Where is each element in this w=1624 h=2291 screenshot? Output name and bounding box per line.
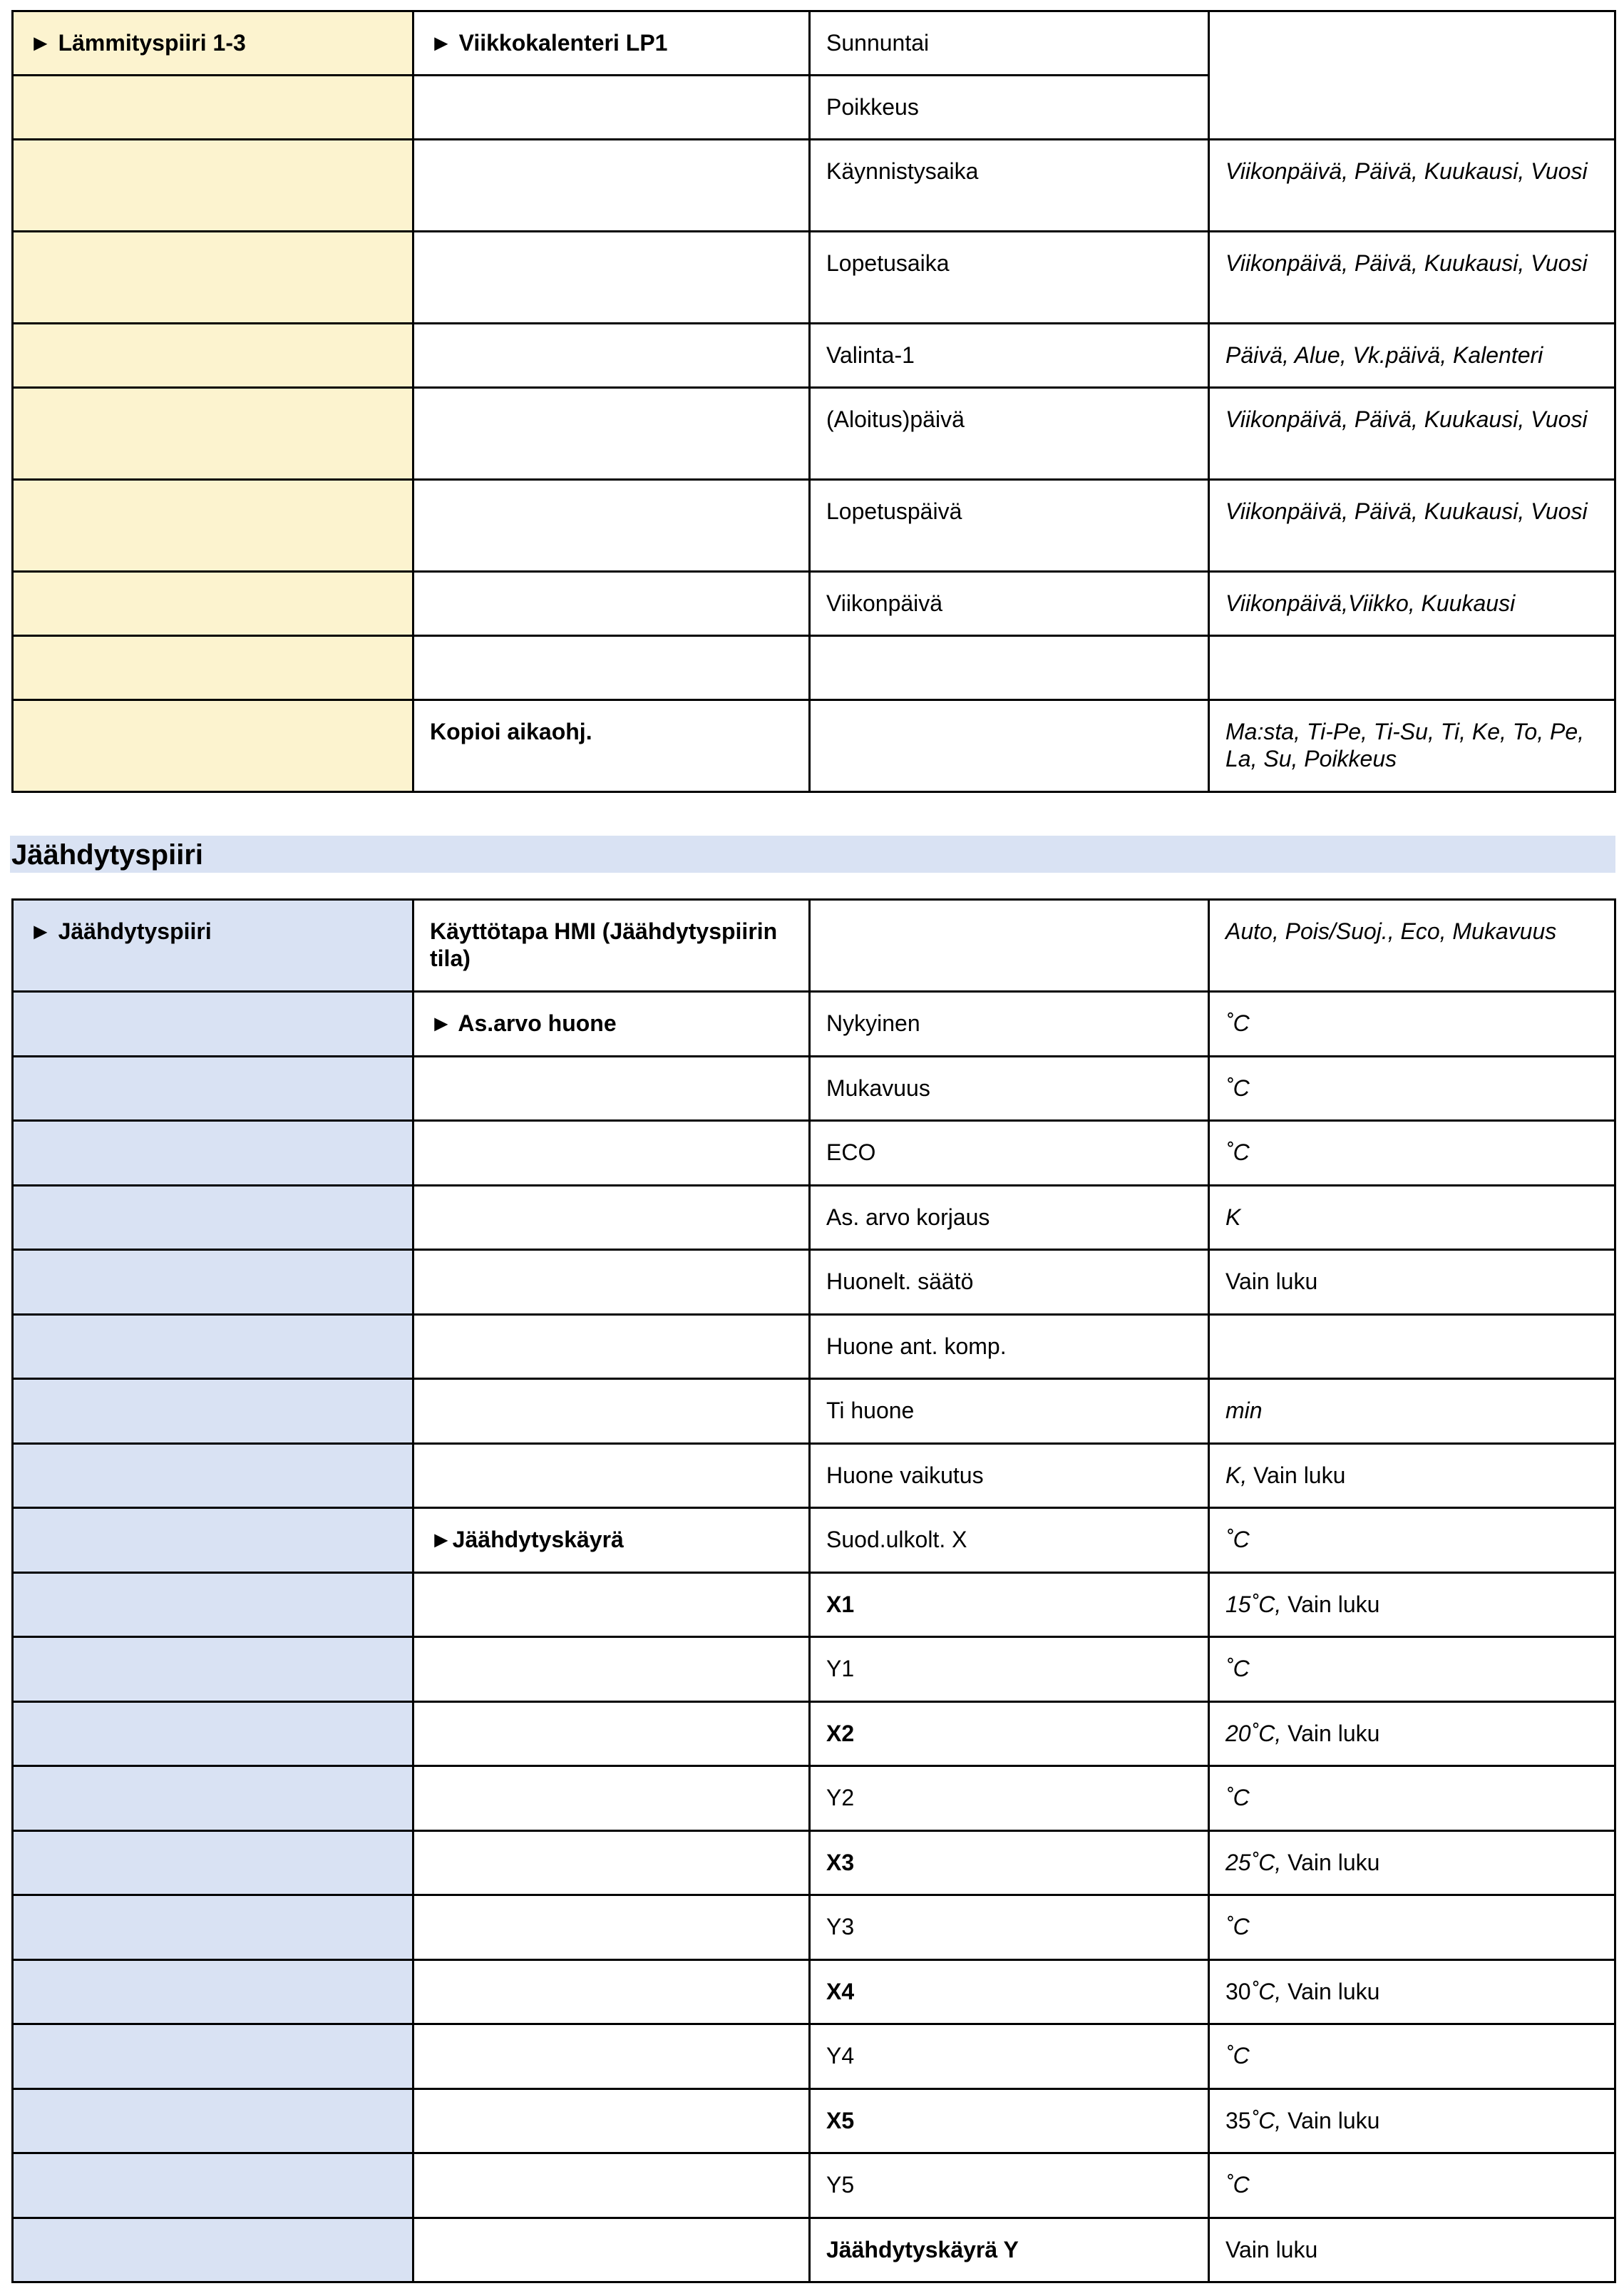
table-row xyxy=(13,480,1615,572)
table-row xyxy=(13,1895,1615,1960)
param-label: X2 xyxy=(810,1701,1209,1766)
table-row xyxy=(13,1766,1615,1831)
table-row xyxy=(13,324,1615,388)
param-value: ˚C xyxy=(1209,1895,1615,1960)
param-value xyxy=(1209,1443,1615,1508)
table-row xyxy=(13,1637,1615,1702)
table-row xyxy=(13,1508,1615,1573)
table-row xyxy=(13,2088,1615,2153)
submenu-item[interactable]: ► As.arvo huone xyxy=(413,992,810,1057)
param-label: X3 xyxy=(810,1830,1209,1895)
section-heading: Jäähdytyspiiri xyxy=(10,836,1615,873)
param-label: Y1 xyxy=(810,1637,1209,1702)
value-unit: 15˚C, xyxy=(1225,1591,1282,1617)
param-label: Lopetusaika xyxy=(810,232,1209,324)
value-number: 30 xyxy=(1225,1978,1251,2004)
param-label: Suod.ulkolt. X xyxy=(810,1508,1209,1573)
param-value: Viikonpäivä,Viikko, Kuukausi xyxy=(1209,572,1615,636)
param-value: K xyxy=(1209,1185,1615,1250)
value-number: 35 xyxy=(1225,2107,1251,2133)
table-row xyxy=(13,2024,1615,2089)
param-value xyxy=(1209,1314,1615,1379)
value-readonly: Vain luku xyxy=(1281,2107,1380,2133)
param-value xyxy=(1209,11,1615,140)
param-value: ˚C xyxy=(1209,2024,1615,2089)
param-value: ˚C xyxy=(1209,1056,1615,1121)
param-value: ˚C xyxy=(1209,1766,1615,1831)
param-label: Y5 xyxy=(810,2153,1209,2218)
table-row xyxy=(13,2153,1615,2218)
param-label: Huone vaikutus xyxy=(810,1443,1209,1508)
param-value: ˚C xyxy=(1209,992,1615,1057)
param-value: ˚C xyxy=(1209,1508,1615,1573)
param-value: Auto, Pois/Suoj., Eco, Mukavuus xyxy=(1209,900,1615,992)
table-row xyxy=(13,1443,1615,1508)
table-row xyxy=(13,700,1615,792)
table-row xyxy=(13,900,1615,992)
heating-circuit-table xyxy=(11,10,1616,793)
param-value: ˚C xyxy=(1209,1637,1615,1702)
table-row xyxy=(13,1379,1615,1444)
param-label: Y2 xyxy=(810,1766,1209,1831)
param-label: X1 xyxy=(810,1572,1209,1637)
param-value: Ma:sta, Ti-Pe, Ti-Su, Ti, Ke, To, Pe, La, Su, Poikkeus xyxy=(1209,700,1615,792)
table-row xyxy=(13,1314,1615,1379)
param-label: Käynnistysaika xyxy=(810,140,1209,232)
param-value: ˚C xyxy=(1209,2153,1615,2218)
submenu-item[interactable]: Käyttötapa HMI (Jäähdytyspiirin tila) xyxy=(413,900,810,992)
param-label: Jäähdytyskäyrä Y xyxy=(810,2218,1209,2282)
param-value xyxy=(1209,1701,1615,1766)
param-value xyxy=(1209,1830,1615,1895)
table-row xyxy=(13,1121,1615,1186)
menu-item-heating-circuit[interactable]: ► Lämmityspiiri 1-3 xyxy=(13,11,413,76)
param-value xyxy=(1209,1959,1615,2024)
value-unit: ˚C, xyxy=(1250,2107,1282,2133)
table-row xyxy=(13,232,1615,324)
param-label: As. arvo korjaus xyxy=(810,1185,1209,1250)
table-row xyxy=(13,1830,1615,1895)
param-label: Huonelt. säätö xyxy=(810,1250,1209,1315)
value-readonly: Vain luku xyxy=(1281,1978,1380,2004)
table-row xyxy=(13,1185,1615,1250)
value-readonly: Vain luku xyxy=(1281,1720,1380,1746)
table-row xyxy=(13,1959,1615,2024)
submenu-copy-schedule[interactable]: Kopioi aikaohj. xyxy=(413,700,810,792)
table-row xyxy=(13,1250,1615,1315)
param-label: X4 xyxy=(810,1959,1209,2024)
submenu-item[interactable]: ►Jäähdytyskäyrä xyxy=(413,1508,810,1573)
param-label: ECO xyxy=(810,1121,1209,1186)
param-value: min xyxy=(1209,1379,1615,1444)
param-value xyxy=(1209,2088,1615,2153)
value-unit: 25˚C, xyxy=(1225,1849,1282,1875)
table-row xyxy=(13,1056,1615,1121)
param-value: Vain luku xyxy=(1209,2218,1615,2282)
value-unit: 20˚C, xyxy=(1225,1720,1282,1746)
table-row xyxy=(13,572,1615,636)
param-label: Viikonpäivä xyxy=(810,572,1209,636)
table-row xyxy=(13,2218,1615,2282)
table-row xyxy=(13,1701,1615,1766)
param-value: Viikonpäivä, Päivä, Kuukausi, Vuosi xyxy=(1209,388,1615,480)
param-label: Poikkeus xyxy=(810,76,1209,140)
table-row xyxy=(13,388,1615,480)
param-value: Päivä, Alue, Vk.päivä, Kalenteri xyxy=(1209,324,1615,388)
table-row xyxy=(13,1572,1615,1637)
param-value: Viikonpäivä, Päivä, Kuukausi, Vuosi xyxy=(1209,140,1615,232)
table-row xyxy=(13,636,1615,700)
param-label: (Aloitus)päivä xyxy=(810,388,1209,480)
table-row xyxy=(13,11,1615,76)
table-row xyxy=(13,992,1615,1057)
param-label: X5 xyxy=(810,2088,1209,2153)
value-unit: K, xyxy=(1225,1462,1248,1488)
param-value: Vain luku xyxy=(1209,1250,1615,1315)
param-label: Mukavuus xyxy=(810,1056,1209,1121)
menu-item-cooling-circuit[interactable]: ► Jäähdytyspiiri xyxy=(13,900,413,992)
param-label: Nykyinen xyxy=(810,992,1209,1057)
param-label: Lopetuspäivä xyxy=(810,480,1209,572)
param-value: Viikonpäivä, Päivä, Kuukausi, Vuosi xyxy=(1209,232,1615,324)
submenu-weekly-calendar[interactable]: ► Viikkokalenteri LP1 xyxy=(413,11,810,76)
param-label: Valinta-1 xyxy=(810,324,1209,388)
param-value: Viikonpäivä, Päivä, Kuukausi, Vuosi xyxy=(1209,480,1615,572)
param-label: Y4 xyxy=(810,2024,1209,2089)
param-label: Y3 xyxy=(810,1895,1209,1960)
param-label: Ti huone xyxy=(810,1379,1209,1444)
param-value: ˚C xyxy=(1209,1121,1615,1186)
value-readonly: Vain luku xyxy=(1281,1849,1380,1875)
value-unit: ˚C, xyxy=(1250,1978,1282,2004)
cooling-circuit-table xyxy=(11,898,1616,2283)
param-value xyxy=(1209,1572,1615,1637)
table-row xyxy=(13,140,1615,232)
param-label: Sunnuntai xyxy=(810,11,1209,76)
value-readonly: Vain luku xyxy=(1247,1462,1346,1488)
param-label: Huone ant. komp. xyxy=(810,1314,1209,1379)
value-readonly: Vain luku xyxy=(1281,1591,1380,1617)
